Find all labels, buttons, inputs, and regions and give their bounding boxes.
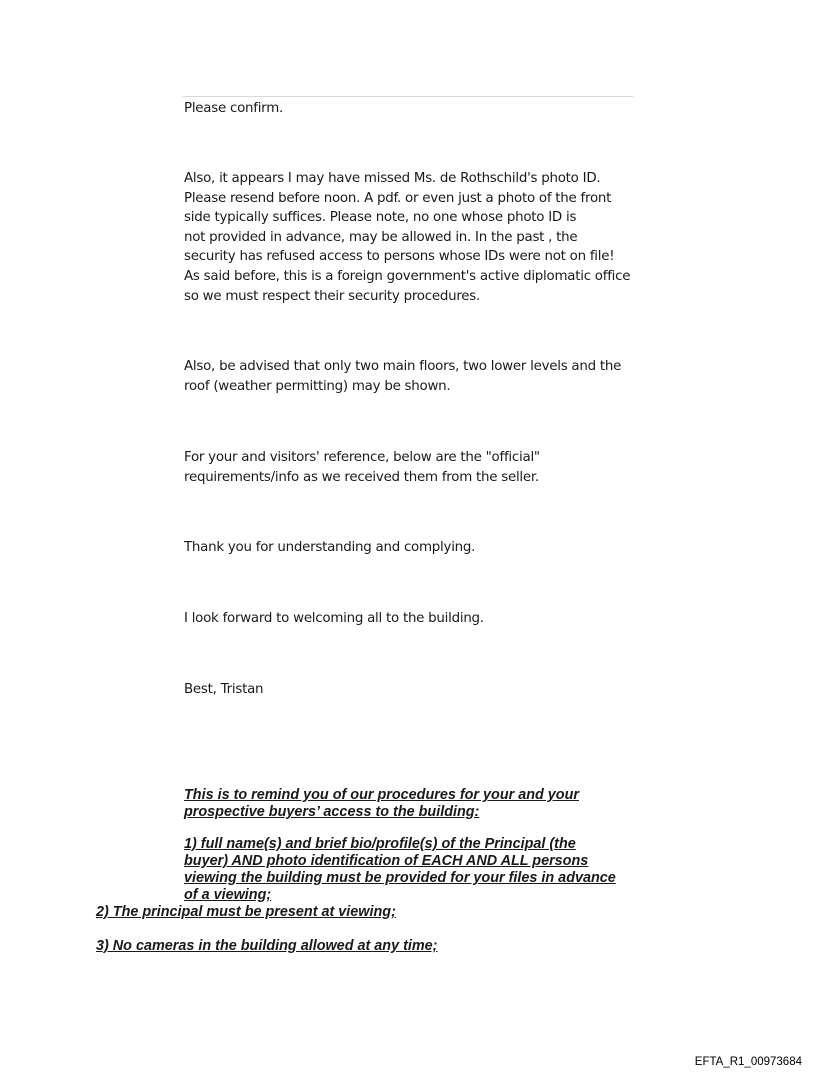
document-id: EFTA_R1_00973684 (694, 1056, 802, 1068)
thanks-line (184, 538, 475, 558)
text-line: security has refused access to persons whose IDs were not on file! (184, 249, 615, 265)
text-line: roof (weather permitting) may be shown. (184, 378, 451, 394)
text-line: requirements/info as we received them from the seller. (184, 469, 539, 485)
text-line: not provided in advance, may be allowed in. In the past , the (184, 229, 578, 245)
procedure-item-3 (96, 938, 437, 955)
text-line: 3) No cameras in the building allowed at any time; (96, 938, 438, 954)
text-line: As said before, this is a foreign government's active diplomatic office (184, 268, 631, 284)
procedure-item-2 (96, 904, 396, 921)
text-line: Please resend before noon. A pdf. or even just a photo of the front (184, 190, 612, 206)
text-line: so we must respect their security procedures. (184, 288, 481, 304)
reference-paragraph (184, 448, 540, 487)
quoted-message-divider (183, 96, 633, 97)
text-line: I look forward to welcoming all to the building. (184, 611, 484, 626)
text-line: Best, Tristan (184, 682, 264, 697)
text-line: prospective buyers’ access to the building: (184, 804, 480, 820)
text-line: Please confirm. (184, 101, 284, 116)
text-line: Also, it appears I may have missed Ms. de Rothschild's photo ID. (184, 171, 601, 186)
text-line: buyer) AND photo identification of EACH AND ALL persons (184, 853, 589, 869)
text-line: Also, be advised that only two main floors, two lower levels and the (184, 359, 622, 374)
text-line: of a viewing; (184, 887, 272, 903)
floors-paragraph (184, 357, 621, 396)
procedures-intro (184, 787, 579, 821)
text-line: This is to remind you of our procedures for your and your (184, 787, 579, 803)
text-line: viewing the building must be provided for your files in advance (184, 870, 616, 886)
text-line: side typically suffices. Please note, no one whose photo ID is (184, 210, 577, 226)
text-line: For your and visitors' reference, below are the "official" (184, 450, 540, 465)
procedure-item-1 (184, 836, 616, 904)
welcome-line (184, 609, 484, 629)
photo-id-paragraph (184, 169, 630, 306)
signoff (184, 680, 263, 700)
text-line: 1) full name(s) and brief bio/profile(s) of the Principal (the (184, 836, 576, 852)
text-line: 2) The principal must be present at viewing; (96, 904, 396, 920)
text-line: Thank you for understanding and complying. (184, 540, 476, 555)
confirm-line (184, 99, 283, 119)
